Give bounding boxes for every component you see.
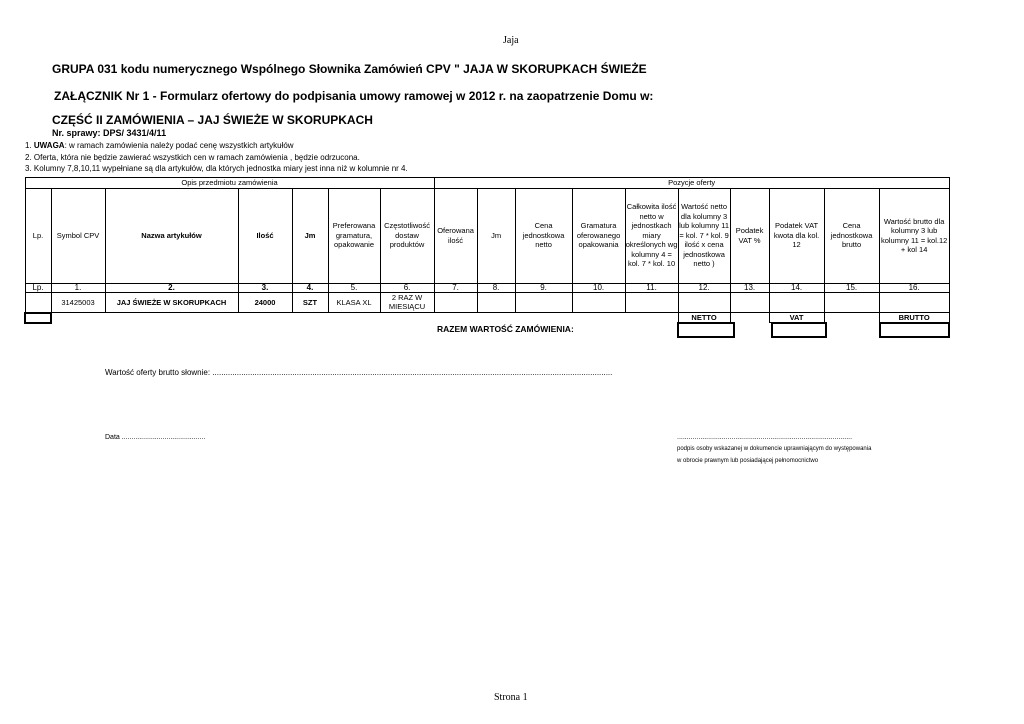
num-8: 8. xyxy=(477,283,515,292)
netto-label: NETTO xyxy=(678,313,730,323)
num-2: 2. xyxy=(105,283,238,292)
num-6: 6. xyxy=(380,283,434,292)
signature-line: .......................................................................................... xyxy=(677,434,853,441)
num-15: 15. xyxy=(824,283,879,292)
case-number: Nr. sprawy: DPS/ 3431/4/11 xyxy=(52,128,167,138)
num-4: 4. xyxy=(292,283,328,292)
page-footer: Strona 1 xyxy=(494,692,528,703)
empty-lp-cell[interactable] xyxy=(25,313,51,323)
col-lp: Lp. xyxy=(25,188,51,283)
totals-spacer-4 xyxy=(824,313,879,323)
cell-net-value[interactable] xyxy=(678,292,730,313)
cell-jm2[interactable] xyxy=(477,292,515,313)
cell-freq: 2 RAZ W MIESIĄCU xyxy=(380,292,434,313)
note-1-text: : w ramach zamówienia należy podać cenę wszystkich artykułów xyxy=(64,141,294,150)
gross-value-in-words: Wartość oferty brutto słownie: .................................................................................................................................................................................... xyxy=(105,368,613,377)
cell-pref: KLASA XL xyxy=(328,292,380,313)
page-header: Jaja xyxy=(503,35,519,46)
num-14: 14. xyxy=(769,283,824,292)
annex-title: ZAŁĄCZNIK Nr 1 - Formularz ofertowy do podpisania umowy ramowej w 2012 r. na zaopatrzenie Domu w: xyxy=(54,89,654,103)
num-12: 12. xyxy=(678,283,730,292)
cell-gross-unit[interactable] xyxy=(824,292,879,313)
vat-total-field[interactable] xyxy=(771,322,827,338)
group-desc-header: Opis przedmiotu zamówienia xyxy=(25,178,434,189)
num-10: 10. xyxy=(572,283,625,292)
cell-offered-qty[interactable] xyxy=(434,292,477,313)
col-total-qty: Całkowita ilość netto w jednostkach miary określonych wg kolumny 4 = kol. 7 * kol. 10 xyxy=(625,188,678,283)
col-net-value: Wartość netto dla kolumny 3 lub kolumny 11 = kol. 7 * kol. 9 ilość x cena jednostkowa netto ) xyxy=(678,188,730,283)
col-jm2: Jm xyxy=(477,188,515,283)
col-gross-value: Wartość brutto dla kolumny 3 lub kolumny 11 = kol.12 + kol 14 xyxy=(879,188,949,283)
cell-offered-gram[interactable] xyxy=(572,292,625,313)
vat-label: VAT xyxy=(769,313,824,323)
cell-jm: SZT xyxy=(292,292,328,313)
num-3: 3. xyxy=(238,283,292,292)
col-offered-qty: Oferowana ilość xyxy=(434,188,477,283)
col-qty: Ilość xyxy=(238,188,292,283)
col-gross-unit: Cena jednostkowa brutto xyxy=(824,188,879,283)
brutto-total-field[interactable] xyxy=(879,322,950,338)
cell-gross-value[interactable] xyxy=(879,292,949,313)
signature-note-1: podpis osoby wskazanej w dokumencie uprawniającym do występowania xyxy=(677,446,872,452)
totals-spacer xyxy=(51,313,625,323)
cell-unit-price[interactable] xyxy=(515,292,572,313)
total-order-value-label: RAZEM WARTOŚĆ ZAMÓWIENIA: xyxy=(437,324,574,334)
num-lp: Lp. xyxy=(25,283,51,292)
table-row xyxy=(25,292,949,313)
col-jm: Jm xyxy=(292,188,328,283)
totals-spacer-3 xyxy=(730,313,769,323)
note-3: 3. Kolumny 7,8,10,11 wypełniane są dla artykułów, dla których jednostka miary jest inna niż w kolumnie nr 4. xyxy=(25,164,408,173)
num-5: 5. xyxy=(328,283,380,292)
col-pref: Preferowana gramatura, opakowanie xyxy=(328,188,380,283)
col-vat-amount: Podatek VAT kwota dla kol. 12 xyxy=(769,188,824,283)
col-name: Nazwa artykułów xyxy=(105,188,238,283)
cell-qty: 24000 xyxy=(238,292,292,313)
note-1 xyxy=(25,141,294,150)
col-cpv: Symbol CPV xyxy=(51,188,105,283)
signature-note-2: w obrocie prawnym lub posiadającej pełnomocnictwo xyxy=(677,458,819,464)
num-1: 1. xyxy=(51,283,105,292)
num-16: 16. xyxy=(879,283,949,292)
note-2: 2. Oferta, która nie będzie zawierać wszystkich cen w ramach zamówienia , będzie odrzucona. xyxy=(25,153,360,162)
note-1-label: UWAGA xyxy=(33,141,65,150)
brutto-label: BRUTTO xyxy=(879,313,949,323)
note-1-prefix: 1. xyxy=(25,141,34,150)
num-11: 11. xyxy=(625,283,678,292)
date-line: Data ........................................... xyxy=(105,434,206,441)
netto-total-field[interactable] xyxy=(677,322,735,338)
col-vat: Podatek VAT % xyxy=(730,188,769,283)
col-unit-price: Cena jednostkowa netto xyxy=(515,188,572,283)
part-title: CZĘŚĆ II ZAMÓWIENIA – JAJ ŚWIEŻE W SKORUPKACH xyxy=(52,113,373,127)
cell-cpv: 31425003 xyxy=(51,292,105,313)
num-7: 7. xyxy=(434,283,477,292)
cell-name: JAJ ŚWIEŻE W SKORUPKACH xyxy=(105,292,238,313)
group-offer-header: Pozycje oferty xyxy=(434,178,949,189)
group-title: GRUPA 031 kodu numerycznego Wspólnego Słownika Zamówień CPV " JAJA W SKORUPKACH ŚWIEŻE xyxy=(52,62,647,76)
col-freq: Częstotliwość dostaw produktów xyxy=(380,188,434,283)
cell-vat-amount[interactable] xyxy=(769,292,824,313)
num-13: 13. xyxy=(730,283,769,292)
col-offered-gram: Gramatura oferowanego opakowania xyxy=(572,188,625,283)
totals-spacer-2 xyxy=(625,313,678,323)
offer-table xyxy=(24,177,950,324)
num-9: 9. xyxy=(515,283,572,292)
cell-total-qty[interactable] xyxy=(625,292,678,313)
cell-vat[interactable] xyxy=(730,292,769,313)
cell-lp[interactable] xyxy=(25,292,51,313)
